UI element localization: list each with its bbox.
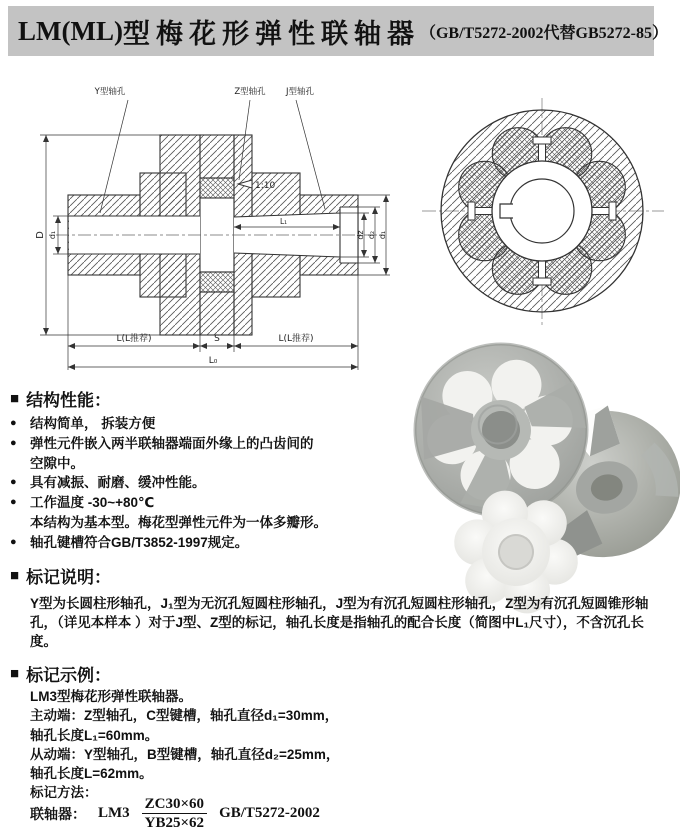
elastomer-cap-top xyxy=(200,178,234,198)
example-line: 标记方法： xyxy=(30,785,98,801)
note-heading-text: 标记说明： xyxy=(26,568,112,587)
dim-L1-label: L₁ xyxy=(280,217,288,226)
example-line: 轴孔长度L₁=60mm。 xyxy=(30,727,159,743)
marking-standard: GB/T5272-2002 xyxy=(219,805,320,821)
bullet-icon: ● xyxy=(10,535,17,548)
marking-numerator: ZC30×60 xyxy=(142,795,207,814)
structure-line xyxy=(10,493,420,513)
example-line: LM3型梅花形弹性联轴器。 xyxy=(30,689,192,704)
example-section-heading xyxy=(10,661,111,686)
page-title-standard: （GB/T5272-2002代替GB5272-85） xyxy=(419,24,668,42)
example-lines xyxy=(30,687,450,803)
example-line: 轴孔长度L=62mm。 xyxy=(30,766,153,782)
marking-model: LM3 xyxy=(98,805,130,821)
dim-L-total-label: L₀ xyxy=(208,356,218,366)
dim-D-label: D xyxy=(35,231,46,239)
example-heading-text: 标记示例： xyxy=(26,666,112,685)
title-bar xyxy=(8,6,668,56)
end-view-drawing xyxy=(412,92,674,334)
note-paragraph: Y型为长圆柱形轴孔，J₁型为无沉孔短圆柱形轴孔，J型为有沉孔短圆柱形轴孔，Z型为有沉孔短圆锥形轴孔，（详见本样本 ）对于J型、Z型的标记，轴孔长度是指轴孔的配合长度（简图中L₁尺寸），不含沉孔长度。 xyxy=(30,596,649,649)
structure-line-text: 本结构为基本型。梅花型弹性元件为一体多瓣形。 xyxy=(30,514,327,530)
bullet-icon: ● xyxy=(10,496,17,509)
dim-S-label: S xyxy=(214,334,220,344)
bore-j-label: J型轴孔 xyxy=(285,87,315,97)
structure-line xyxy=(10,414,420,434)
bullet-icon xyxy=(10,454,30,474)
structure-line xyxy=(10,454,420,474)
cross-section-drawing xyxy=(28,80,390,374)
structure-heading-text: 结构性能： xyxy=(26,391,112,410)
structure-line-text: 轴孔键槽符合GB/T3852-1997规定。 xyxy=(30,534,249,550)
structure-line xyxy=(10,513,420,533)
structure-line-text: 弹性元件嵌入两半联轴器端面外缘上的凸齿间的 xyxy=(30,435,314,451)
structure-line-text: 工作温度 -30~+80℃ xyxy=(30,495,155,511)
dim-L-left-label: L(L推荐) xyxy=(116,334,152,344)
structure-bullet-list xyxy=(10,414,420,553)
section-square-icon: ■ xyxy=(10,665,20,682)
taper-label: 1:10 xyxy=(255,181,276,191)
structure-line-text: 具有减振、耐磨、缓冲性能。 xyxy=(30,475,206,491)
structure-line-text: 空隙中。 xyxy=(30,455,84,471)
example-line: 从动端：Y型轴孔，B型键槽，轴孔直径d₂=25mm， xyxy=(30,746,340,762)
section-square-icon: ■ xyxy=(10,390,20,407)
dim-L-right-label: L(L推荐) xyxy=(278,334,314,344)
page-title-prefix: LM(ML) xyxy=(18,15,123,46)
section-square-icon: ■ xyxy=(10,567,20,584)
marking-prefix: 联轴器： xyxy=(30,805,86,822)
bore-z-label: Z型轴孔 xyxy=(234,87,266,97)
jaw-ring-over-sleeve-bottom xyxy=(200,292,234,335)
dim-d2-label: d₂ xyxy=(367,230,376,240)
structure-line xyxy=(10,473,420,493)
dim-dz-label: dz xyxy=(356,230,365,240)
bullet-icon: ● xyxy=(10,417,17,429)
marking-designation xyxy=(30,795,320,832)
jaw-ring-over-sleeve-top xyxy=(200,135,234,178)
page-title: 型梅花形弹性联轴器 xyxy=(122,18,420,49)
bullet-icon: ● xyxy=(10,436,17,449)
structure-line xyxy=(10,533,420,553)
dim-d1-left-label: d₁ xyxy=(48,230,57,240)
note-section-heading xyxy=(10,563,111,588)
bullet-icon: ● xyxy=(10,476,17,489)
bullet-icon xyxy=(10,513,30,533)
structure-line-text: 结构简单， 拆装方便 xyxy=(30,416,156,431)
marking-fraction xyxy=(142,795,207,832)
example-line: 主动端：Z型轴孔，C型键槽，轴孔直径d₁=30mm， xyxy=(30,708,339,724)
elastomer-cap-bottom xyxy=(200,272,234,292)
dim-d1-right-label: d₁ xyxy=(378,230,387,240)
product-photos xyxy=(398,326,680,618)
marking-denominator: YB25×62 xyxy=(144,815,205,831)
bore-y-label: Y型轴孔 xyxy=(94,87,126,97)
structure-line xyxy=(10,434,420,454)
structure-section-heading xyxy=(10,386,111,411)
